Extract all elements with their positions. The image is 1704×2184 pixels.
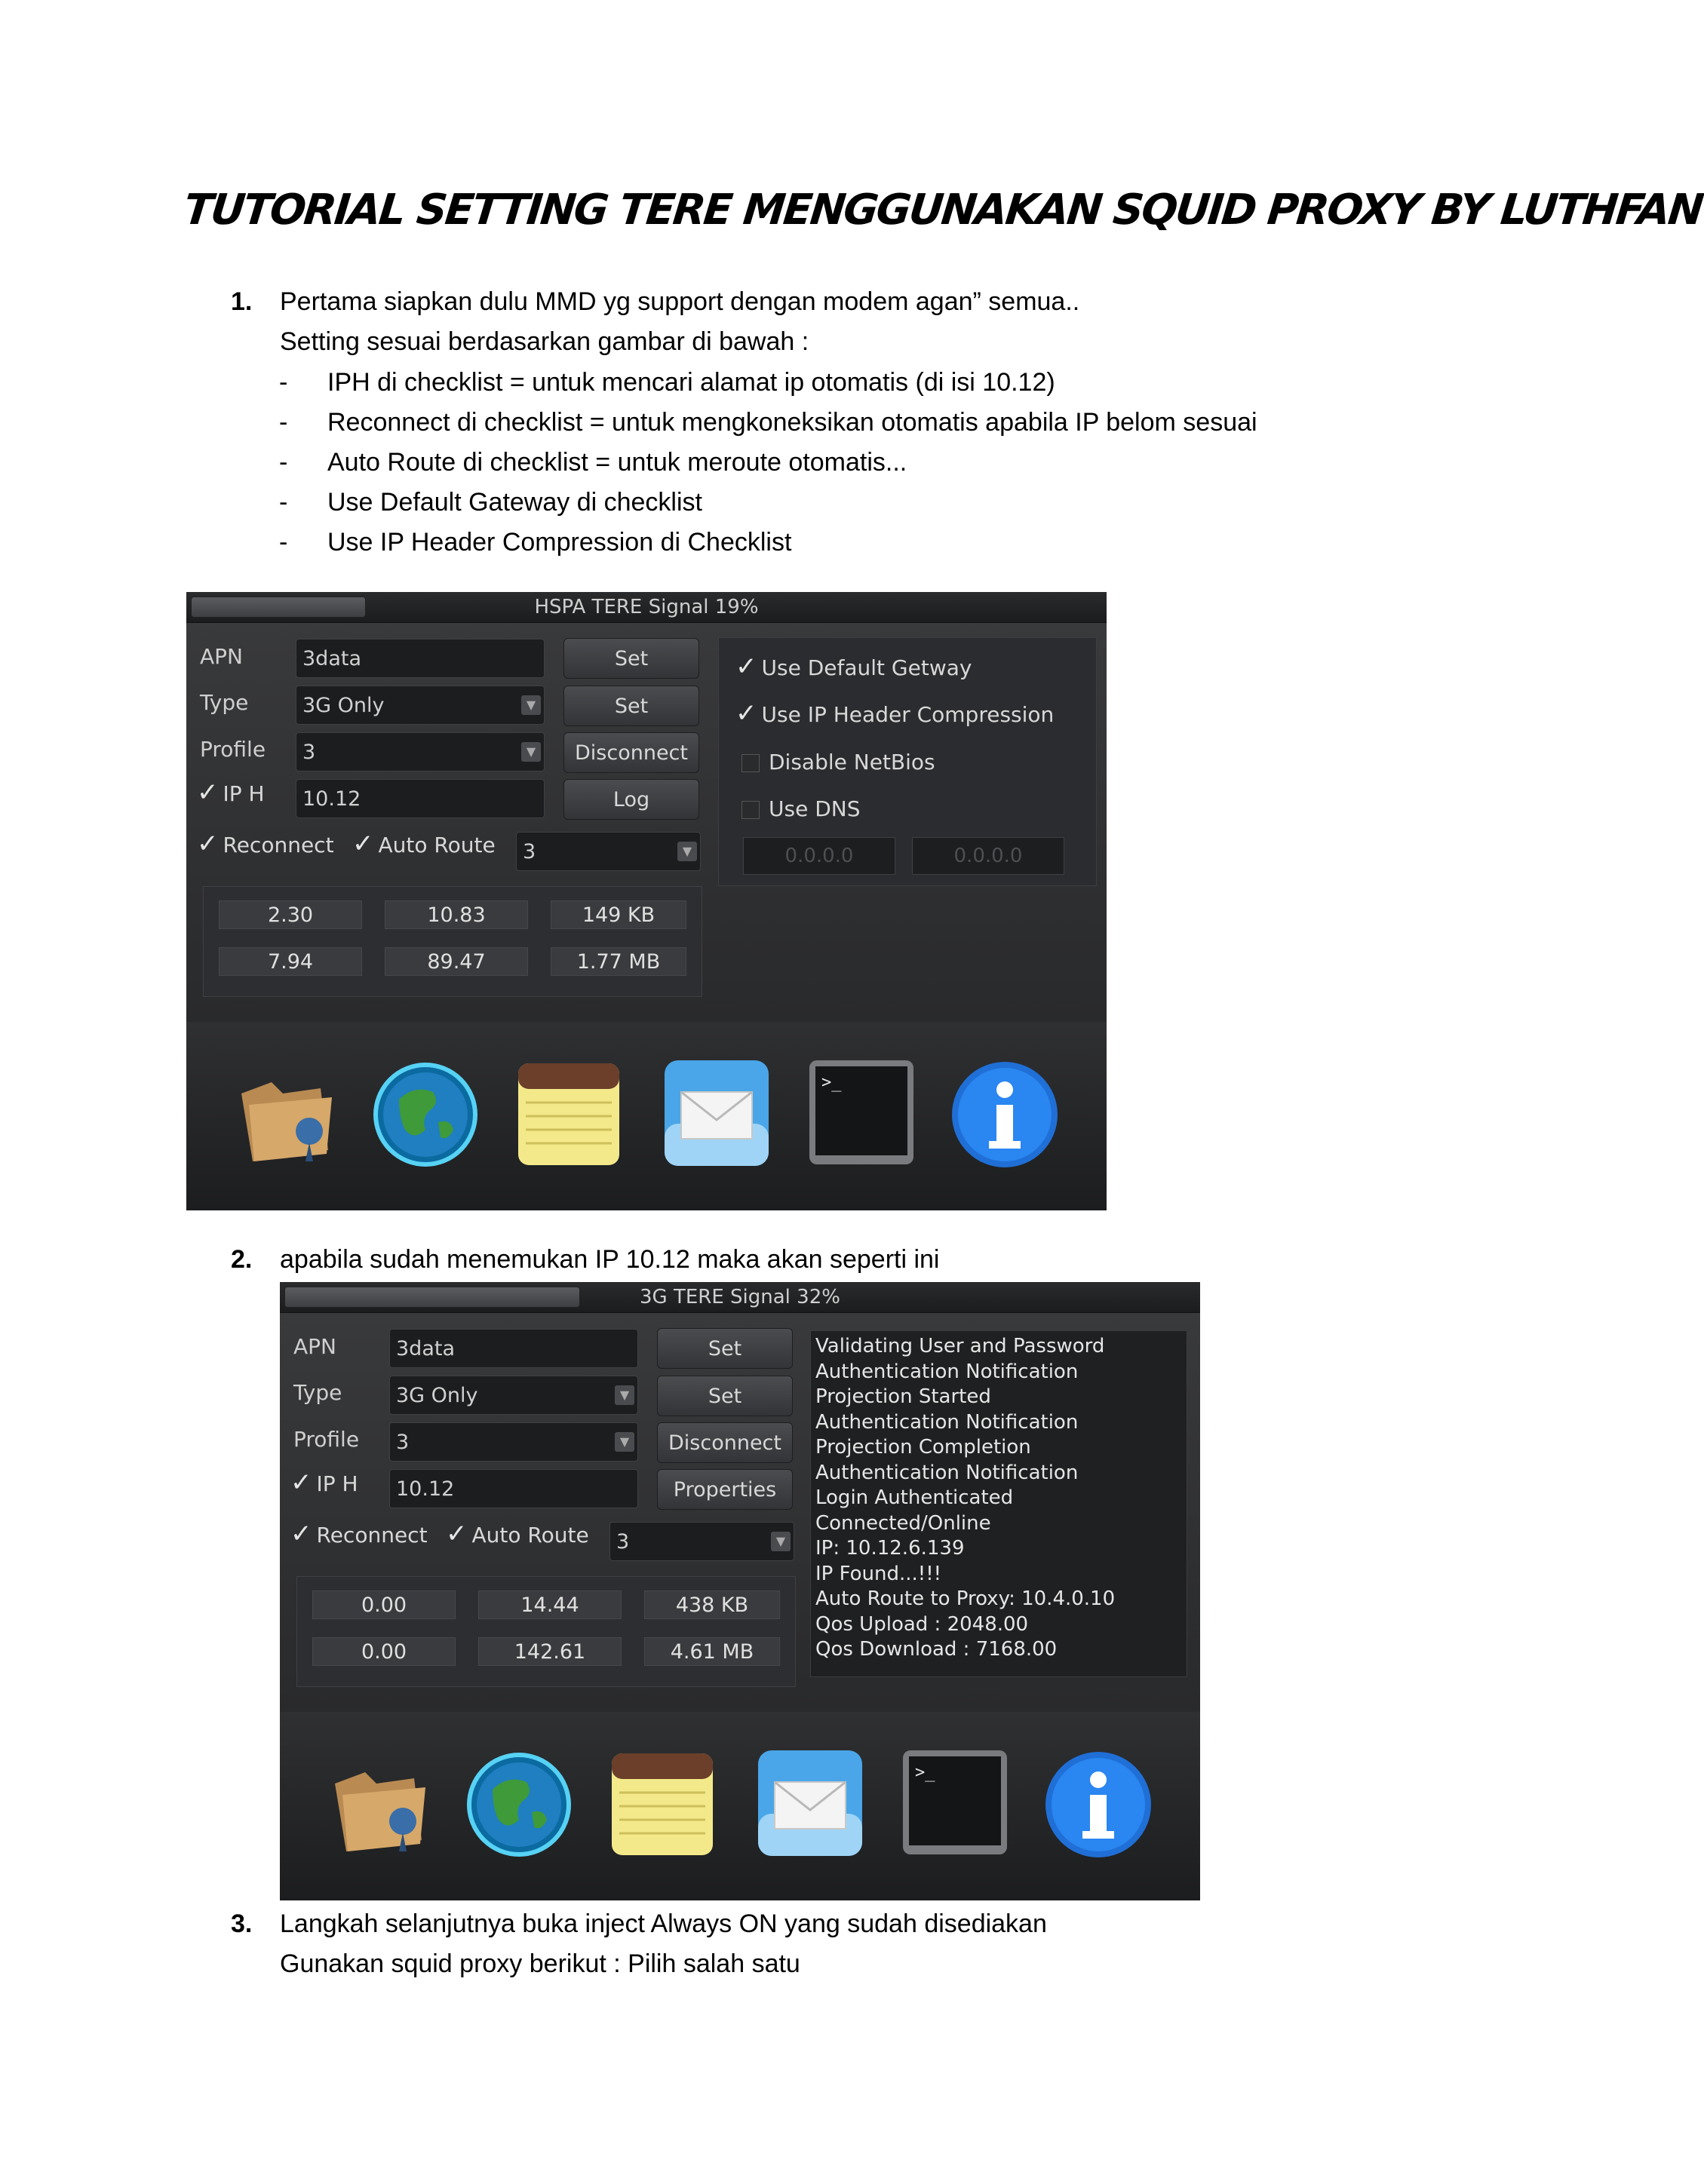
step-1-line-2: Setting sesuai berdasarkan gambar di bawah : <box>280 327 809 356</box>
reconnect-checkbox[interactable] <box>290 1519 428 1549</box>
route-value: 3 <box>616 1530 630 1554</box>
checkmark-icon: ✓ <box>446 1519 468 1549</box>
bullet-reconnect: Reconnect di checklist = untuk mengkoneksikan otomatis apabila IP belom sesuai <box>327 408 1257 437</box>
type-select[interactable] <box>389 1376 638 1415</box>
info-icon[interactable] <box>948 1058 1061 1171</box>
stat-value: 14.44 <box>478 1590 622 1619</box>
reconnect-label: Reconnect <box>223 833 334 857</box>
checkmark-icon: ✓ <box>290 1519 312 1549</box>
step-3-line-1: Langkah selanjutnya buka inject Always ON yang sudah disediakan <box>280 1909 1047 1938</box>
checkmark-icon: ✓ <box>735 652 757 682</box>
stats-panel <box>296 1576 796 1687</box>
dock <box>280 1712 1200 1900</box>
chevron-down-icon[interactable]: ▼ <box>615 1385 634 1405</box>
log-button[interactable]: Log <box>563 779 699 820</box>
log-line: Projection Completion <box>815 1436 1031 1459</box>
step-2-number: 2. <box>231 1245 253 1274</box>
step-1-number: 1. <box>231 287 253 316</box>
iph-checkbox[interactable] <box>290 1468 358 1498</box>
checkmark-icon: ✓ <box>197 778 219 808</box>
stat-value: 0.00 <box>312 1637 456 1666</box>
stat-value: 7.94 <box>219 947 362 976</box>
set-apn-button[interactable]: Set <box>657 1328 793 1369</box>
apn-input[interactable]: 3data <box>389 1329 638 1368</box>
window-titlebar <box>186 592 1107 623</box>
bullet-ip-header: Use IP Header Compression di Checklist <box>327 528 792 557</box>
notepad-icon[interactable] <box>606 1746 719 1859</box>
checkmark-icon: ✓ <box>735 698 757 729</box>
log-line: IP Found...!!! <box>815 1562 942 1585</box>
chevron-down-icon[interactable]: ▼ <box>521 742 541 762</box>
log-line: Authentication Notification <box>815 1461 1079 1484</box>
apn-input[interactable]: 3data <box>296 639 545 678</box>
folder-icon[interactable] <box>324 1750 437 1863</box>
log-line: Authentication Notification <box>815 1360 1079 1383</box>
globe-icon[interactable] <box>369 1058 482 1171</box>
connection-log <box>810 1330 1187 1677</box>
reconnect-checkbox[interactable] <box>197 829 334 859</box>
checkmark-icon: ✓ <box>352 829 374 859</box>
disconnect-button[interactable]: Disconnect <box>657 1422 793 1463</box>
svg-text:>_: >_ <box>915 1763 935 1782</box>
bullet-auto-route: Auto Route di checklist = untuk meroute otomatis... <box>327 448 907 477</box>
log-line: Qos Upload : 2048.00 <box>815 1612 1029 1636</box>
checkmark-icon: ✓ <box>290 1468 312 1498</box>
log-line: Projection Started <box>815 1385 991 1408</box>
ip-header-label: Use IP Header Compression <box>761 702 1055 727</box>
type-label: Type <box>293 1380 342 1405</box>
auto-route-checkbox[interactable] <box>352 829 496 859</box>
bullet-dash: - <box>279 408 288 437</box>
mail-icon[interactable] <box>754 1746 867 1859</box>
profile-value: 3 <box>396 1431 410 1454</box>
svg-text:>_: >_ <box>821 1073 842 1092</box>
default-gateway-checkbox[interactable] <box>735 652 972 682</box>
signal-bar <box>284 1287 580 1308</box>
ip-header-checkbox[interactable] <box>735 698 1054 729</box>
iph-checkbox[interactable] <box>197 778 265 808</box>
iph-label: IP H <box>316 1471 358 1496</box>
bullet-dash: - <box>279 368 288 397</box>
log-line: Validating User and Password <box>815 1335 1105 1357</box>
info-icon[interactable] <box>1042 1748 1155 1861</box>
document-title: TUTORIAL SETTING TERE MENGGUNAKAN SQUID PROXY BY LUTHFAN <box>181 186 1704 235</box>
step-3-line-2: Gunakan squid proxy berikut : Pilih salah satu <box>280 1949 800 1978</box>
stat-value: 0.00 <box>312 1590 456 1619</box>
auto-route-label: Auto Route <box>471 1523 589 1548</box>
chevron-down-icon[interactable]: ▼ <box>677 842 697 861</box>
profile-select[interactable] <box>389 1422 638 1462</box>
log-line: Login Authenticated <box>815 1486 1014 1509</box>
screenshot-2-window <box>280 1282 1200 1900</box>
stat-value: 438 KB <box>644 1590 780 1619</box>
chevron-down-icon[interactable]: ▼ <box>771 1532 791 1551</box>
set-apn-button[interactable]: Set <box>563 638 699 679</box>
type-select[interactable] <box>296 686 545 725</box>
route-select[interactable] <box>609 1522 794 1561</box>
dns-secondary-input[interactable]: 0.0.0.0 <box>912 837 1064 875</box>
chevron-down-icon[interactable]: ▼ <box>521 695 541 715</box>
stat-value: 2.30 <box>219 900 362 929</box>
type-value: 3G Only <box>302 694 385 717</box>
stat-value: 149 KB <box>551 900 686 929</box>
bullet-dash: - <box>279 488 288 517</box>
bullet-dash: - <box>279 528 288 557</box>
profile-value: 3 <box>302 741 316 764</box>
screenshot-1-window <box>186 592 1107 1210</box>
window-title: 3G TERE Signal 32% <box>640 1286 840 1308</box>
terminal-icon[interactable] <box>898 1746 1012 1859</box>
stat-value: 1.77 MB <box>551 947 686 976</box>
route-select[interactable] <box>516 832 701 871</box>
stat-value: 142.61 <box>478 1637 622 1666</box>
default-gateway-label: Use Default Getway <box>761 655 972 680</box>
netbios-label: Disable NetBios <box>769 750 935 775</box>
route-value: 3 <box>523 840 536 863</box>
terminal-icon[interactable] <box>805 1056 918 1169</box>
log-line: IP: 10.12.6.139 <box>815 1537 965 1560</box>
globe-icon[interactable] <box>462 1748 576 1861</box>
type-label: Type <box>200 690 249 715</box>
netbios-checkbox[interactable] <box>741 750 935 775</box>
iph-label: IP H <box>223 781 265 806</box>
mail-icon[interactable] <box>660 1056 773 1169</box>
options-panel <box>718 637 1097 886</box>
dns-label: Use DNS <box>769 796 861 821</box>
notepad-icon[interactable] <box>512 1056 625 1169</box>
checkmark-icon: ✓ <box>197 829 219 859</box>
step-3-number: 3. <box>231 1909 253 1938</box>
iph-input[interactable]: 10.12 <box>296 779 545 818</box>
dns-checkbox[interactable] <box>741 796 861 821</box>
stat-value: 4.61 MB <box>644 1637 780 1666</box>
type-value: 3G Only <box>396 1384 478 1407</box>
auto-route-label: Auto Route <box>378 833 496 857</box>
reconnect-label: Reconnect <box>316 1523 428 1548</box>
signal-bar <box>191 597 366 618</box>
profile-label: Profile <box>200 737 266 762</box>
auto-route-checkbox[interactable] <box>446 1519 589 1549</box>
folder-icon[interactable] <box>230 1060 343 1173</box>
dns-primary-input[interactable]: 0.0.0.0 <box>743 837 895 875</box>
bullet-iph: IPH di checklist = untuk mencari alamat ip otomatis (di isi 10.12) <box>327 368 1055 397</box>
set-type-button[interactable]: Set <box>563 686 699 726</box>
step-1-line-1: Pertama siapkan dulu MMD yg support dengan modem agan” semua.. <box>280 287 1080 316</box>
bullet-dash: - <box>279 448 288 477</box>
apn-label: APN <box>293 1334 336 1359</box>
iph-input[interactable]: 10.12 <box>389 1469 638 1508</box>
window-titlebar <box>280 1282 1200 1313</box>
set-type-button[interactable]: Set <box>657 1376 793 1416</box>
stats-panel <box>203 886 702 997</box>
disconnect-button[interactable]: Disconnect <box>563 732 699 773</box>
log-line: Qos Download : 7168.00 <box>815 1638 1058 1661</box>
log-line: Connected/Online <box>815 1511 991 1535</box>
bullet-default-gateway: Use Default Gateway di checklist <box>327 488 702 517</box>
properties-button[interactable]: Properties <box>657 1469 793 1510</box>
profile-select[interactable] <box>296 732 545 771</box>
log-line: Authentication Notification <box>815 1410 1079 1434</box>
stat-value: 10.83 <box>385 900 528 929</box>
window-title: HSPA TERE Signal 19% <box>534 596 759 618</box>
step-2-text: apabila sudah menemukan IP 10.12 maka akan seperti ini <box>280 1245 940 1274</box>
dock <box>186 1022 1107 1210</box>
apn-label: APN <box>200 644 243 669</box>
profile-label: Profile <box>293 1427 360 1452</box>
stat-value: 89.47 <box>385 947 528 976</box>
log-line: Auto Route to Proxy: 10.4.0.10 <box>815 1587 1116 1610</box>
chevron-down-icon[interactable]: ▼ <box>615 1432 634 1452</box>
